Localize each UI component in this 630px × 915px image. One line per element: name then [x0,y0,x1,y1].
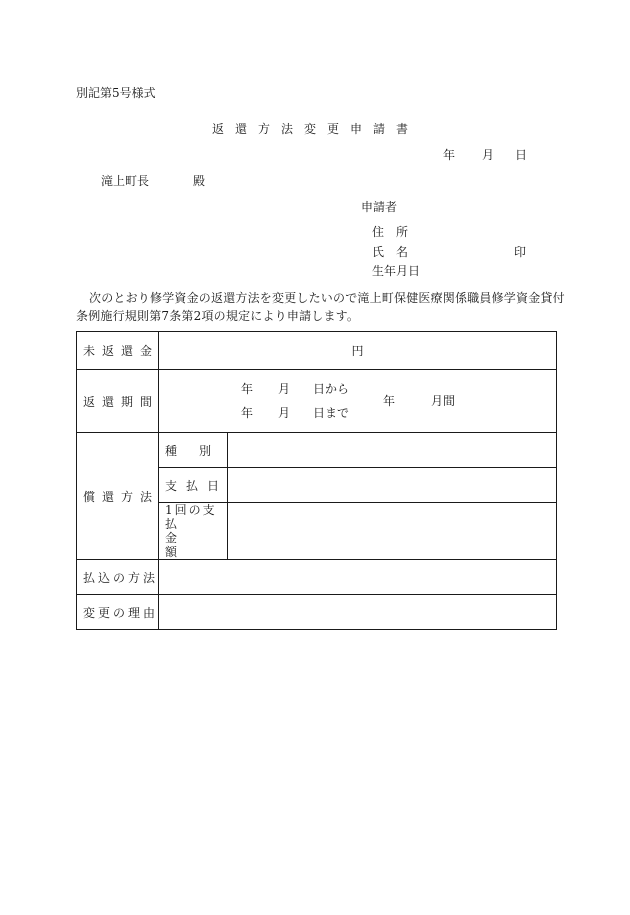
duration-month: 月間 [431,394,456,408]
reason-label: 変更の理由 [77,595,159,630]
to-month: 月 [278,406,291,420]
date-day: 日 [515,148,528,162]
period-field[interactable] [159,370,557,433]
birthdate-label: 生年月日 [372,264,421,278]
amount-label-line-2: 金額 [165,531,200,559]
period-label: 返還期間 [77,370,159,433]
payment-method-field[interactable] [159,560,557,595]
row-payment-method [77,560,557,595]
document-title: 返還方法変更申請書 [212,122,420,136]
amount-label-line-1: 1回の支払 [165,503,217,531]
row-reason [77,595,557,630]
date-year: 年 [443,148,456,162]
unpaid-amount-field[interactable] [159,332,557,370]
honorific: 殿 [193,174,206,188]
date-month: 月 [482,148,495,162]
amount-field[interactable] [228,503,557,560]
type-field[interactable] [228,433,557,468]
body-line-2: 条例施行規則第7条第2項の規定により申請します。 [76,309,360,323]
payday-label: 支払日 [159,468,228,503]
row-unpaid [77,332,557,370]
row-period [77,370,557,433]
duration-year: 年 [383,394,396,408]
from-day: 日から [313,382,350,396]
addressee: 滝上町長 [101,174,150,188]
applicant-label: 申請者 [361,200,398,214]
method-label: 償還方法 [77,433,159,560]
application-table [76,331,557,630]
name-label: 氏名 [372,245,421,259]
yen-unit: 円 [351,344,364,358]
body-line-1: 次のとおり修学資金の返還方法を変更したいので滝上町保健医療関係職員修学資金貸付 [89,291,565,305]
form-number: 別記第5号様式 [76,86,156,100]
amount-label [159,503,228,560]
to-day: 日まで [313,406,350,420]
type-label: 種別 [159,433,228,468]
payday-field[interactable] [228,468,557,503]
address-label: 住所 [372,225,421,239]
row-method-type [77,433,557,468]
from-year: 年 [241,382,254,396]
from-month: 月 [278,382,291,396]
unpaid-label: 未返還金 [77,332,159,370]
to-year: 年 [241,406,254,420]
payment-method-label: 払込の方法 [77,560,159,595]
reason-field[interactable] [159,595,557,630]
seal-mark: 印 [514,245,527,259]
